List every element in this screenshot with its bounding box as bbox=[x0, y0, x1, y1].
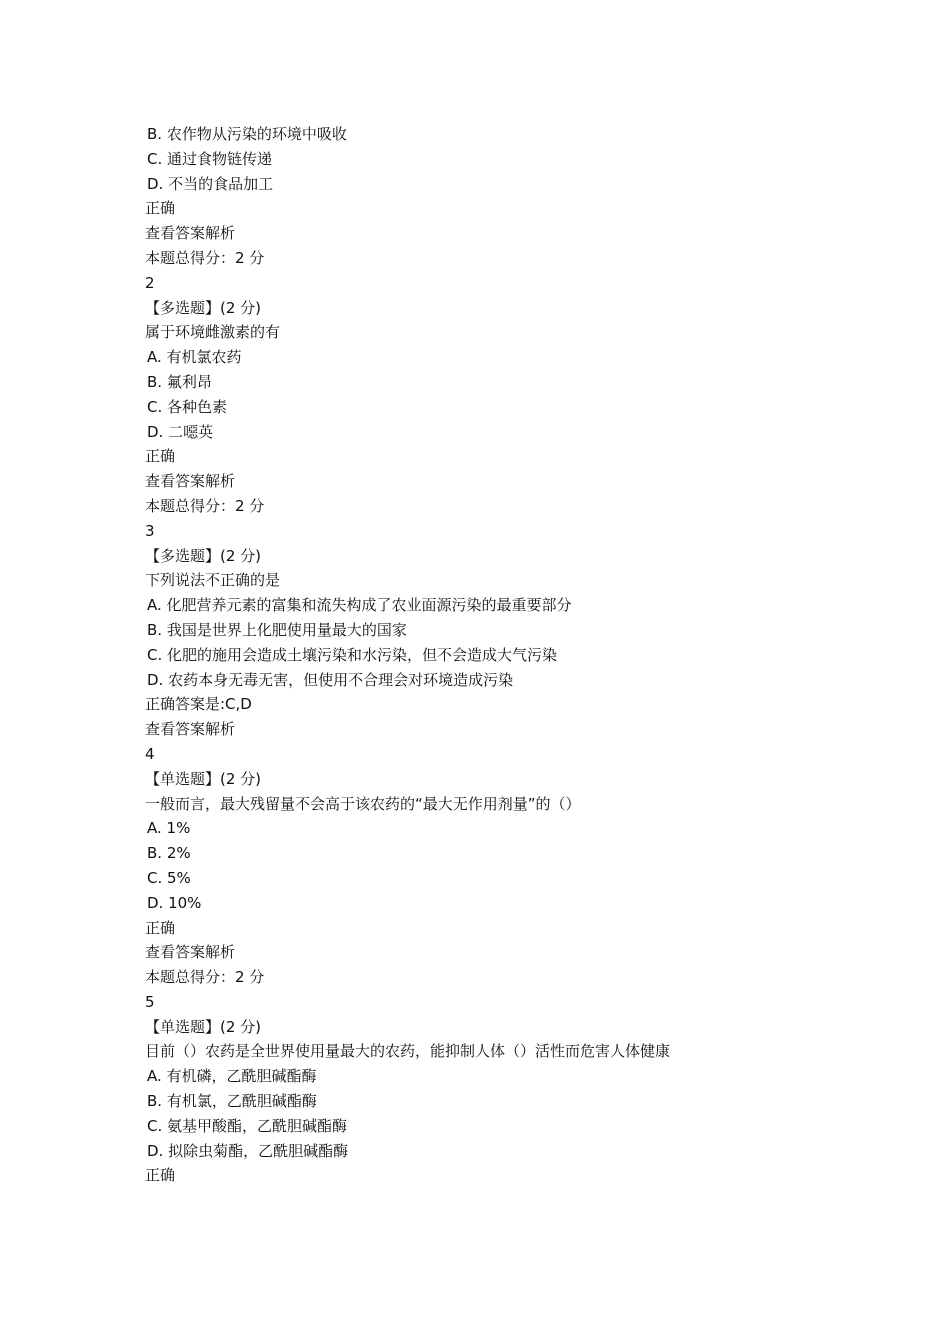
question-stem: 属于环境雌激素的有 bbox=[145, 323, 281, 342]
option-c: C. 5% bbox=[147, 868, 191, 887]
view-analysis-link[interactable]: 查看答案解析 bbox=[145, 943, 236, 962]
question-3 bbox=[145, 519, 905, 742]
question-number: 5 bbox=[145, 992, 155, 1011]
quiz-document bbox=[145, 122, 905, 1188]
question-type: 【多选题】(2 分) bbox=[145, 546, 262, 565]
option-b: B. 2% bbox=[147, 844, 191, 863]
view-analysis-link[interactable]: 查看答案解析 bbox=[145, 224, 236, 243]
question-4 bbox=[145, 742, 905, 990]
option-b: B. 氟利昂 bbox=[147, 372, 212, 391]
correct-answer: 正确答案是:C,D bbox=[145, 695, 252, 714]
answer-status: 正确 bbox=[145, 1166, 176, 1185]
answer-status: 正确 bbox=[145, 918, 176, 937]
option-b: B. 农作物从污染的环境中吸收 bbox=[147, 125, 347, 143]
option-c: C. 各种色素 bbox=[147, 397, 228, 416]
option-d: D. 拟除虫菊酯，乙酰胆碱酯酶 bbox=[147, 1141, 349, 1160]
question-score: 本题总得分：2 分 bbox=[145, 968, 265, 987]
question-number: 3 bbox=[145, 521, 155, 540]
answer-status: 正确 bbox=[145, 199, 176, 218]
option-d: D. 二噁英 bbox=[147, 422, 214, 441]
option-a: A. 有机磷，乙酰胆碱酯酶 bbox=[147, 1067, 317, 1086]
question-score: 本题总得分：2 分 bbox=[145, 496, 265, 515]
question-type: 【单选题】(2 分) bbox=[145, 769, 262, 788]
question-1 bbox=[145, 122, 905, 271]
option-b: B. 我国是世界上化肥使用量最大的国家 bbox=[147, 620, 407, 639]
question-stem: 下列说法不正确的是 bbox=[145, 571, 281, 590]
option-a: A. 化肥营养元素的富集和流失构成了农业面源污染的最重要部分 bbox=[147, 596, 572, 615]
option-d: D. 农药本身无毒无害，但使用不合理会对环境造成污染 bbox=[147, 670, 514, 689]
option-b: B. 有机氯，乙酰胆碱酯酶 bbox=[147, 1092, 317, 1111]
question-score: 本题总得分：2 分 bbox=[145, 248, 265, 267]
question-type: 【多选题】(2 分) bbox=[145, 298, 262, 317]
option-c: C. 通过食物链传递 bbox=[147, 149, 273, 168]
option-c: C. 氨基甲酸酯，乙酰胆碱酯酶 bbox=[147, 1116, 348, 1135]
view-analysis-link[interactable]: 查看答案解析 bbox=[145, 720, 236, 739]
option-d: D. 10% bbox=[147, 893, 202, 912]
question-stem: 一般而言，最大残留量不会高于该农药的“最大无作用剂量”的（） bbox=[145, 794, 581, 813]
question-5 bbox=[145, 990, 905, 1188]
option-a: A. 有机氯农药 bbox=[147, 348, 242, 367]
question-2 bbox=[145, 271, 905, 519]
option-a: A. 1% bbox=[147, 819, 191, 838]
answer-status: 正确 bbox=[145, 447, 176, 466]
question-number: 2 bbox=[145, 273, 155, 292]
option-d: D. 不当的食品加工 bbox=[147, 174, 274, 193]
view-analysis-link[interactable]: 查看答案解析 bbox=[145, 472, 236, 491]
option-c: C. 化肥的施用会造成土壤污染和水污染，但不会造成大气污染 bbox=[147, 645, 558, 664]
question-number: 4 bbox=[145, 744, 155, 763]
question-type: 【单选题】(2 分) bbox=[145, 1017, 262, 1036]
question-stem: 目前（）农药是全世界使用量最大的农药，能抑制人体（）活性而危害人体健康 bbox=[145, 1042, 671, 1061]
